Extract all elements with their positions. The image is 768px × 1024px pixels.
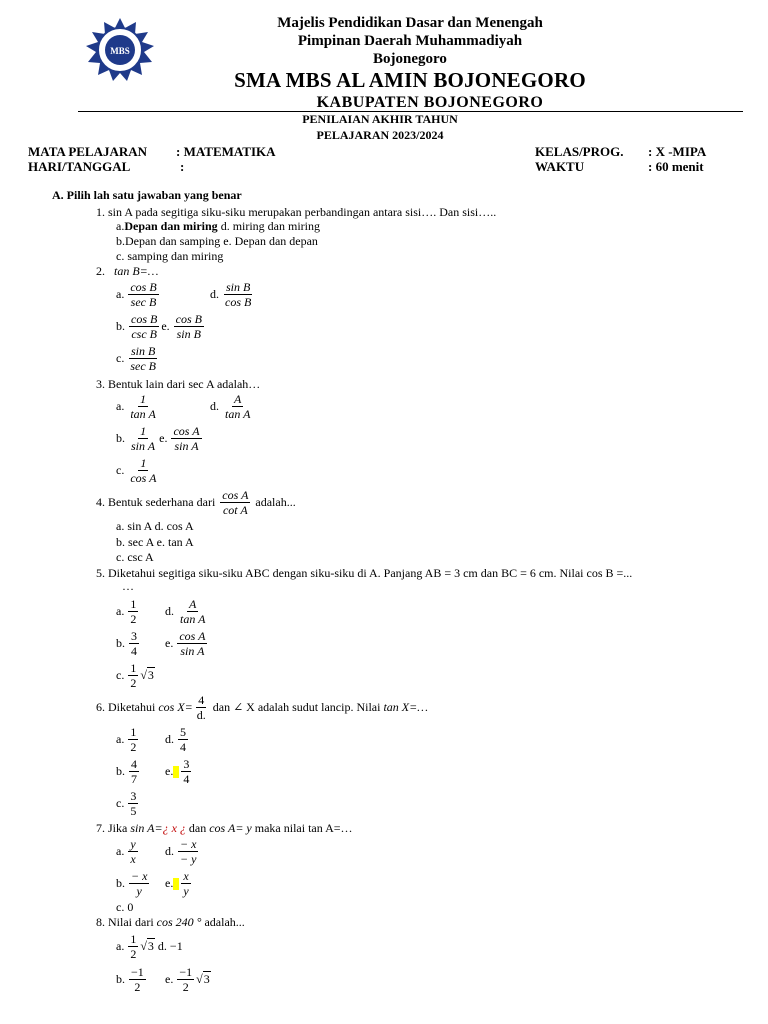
q5-option-b: b. $\frac{3}{4}$ bbox=[116, 629, 137, 658]
question-7: 7. Jika sin A=¿ x ¿ dan cos A= y maka nilai tan A=… bbox=[96, 821, 353, 835]
q6-option-b: b. $\frac{4}{7}$ bbox=[116, 757, 137, 786]
question-1: 1. sin A pada segitiga siku-siku merupakan perbandingan antara sisi…. Dan sisi….. bbox=[96, 205, 497, 219]
question-5: 5. Diketahui segitiga siku-siku ABC dengan siku-siku di A. Panjang AB = 3 cm dan BC = 6 cm. Nilai cos B =... bbox=[96, 566, 633, 580]
q5-option-c: c. $\frac{1}{2}$ √3 bbox=[116, 661, 154, 690]
day-label: HARI/TANGGAL bbox=[28, 159, 131, 174]
q2-option-d: d. $\frac{\text{sin B}}{\text{cos B}}$ bbox=[210, 280, 252, 309]
q8-option-e: e. $\frac{-1}{2}$ √3 bbox=[165, 965, 210, 994]
subject-label: MATA PELAJARAN bbox=[28, 144, 148, 159]
q2-option-b-e: b. $\frac{\text{cos B}}{\text{csc B}}$ e. $\frac{\text{cos B}}{\text{sin B}}$ bbox=[116, 312, 202, 341]
question-2: 2. tan B=… bbox=[96, 264, 159, 278]
q8-option-b: b. $\frac{-1}{2}$ bbox=[116, 965, 144, 994]
school-name: SMA MBS AL AMIN BOJONEGORO bbox=[234, 68, 586, 92]
time-value: : 60 menit bbox=[648, 159, 704, 174]
q4-option-b-e: b. sec A e. tan A bbox=[116, 535, 194, 549]
q4-option-c: c. csc A bbox=[116, 550, 154, 564]
question-6: 6. Diketahui cos X= $\frac{4}{d.}$ dan ∠ X adalah sudut lancip. Nilai tan X=… bbox=[96, 693, 428, 722]
section-title: A. Pilih lah satu jawaban yang benar bbox=[52, 188, 242, 202]
school-logo bbox=[78, 18, 162, 82]
svg-text:MBS: MBS bbox=[110, 46, 130, 56]
q6-option-a: a. $\frac{1}{2}$ bbox=[116, 725, 137, 754]
question-4: 4. Bentuk sederhana dari $\frac{\text{cos A}}{\text{cot A}}$ adalah... bbox=[96, 488, 296, 517]
q8-option-a-d: a. $\frac{1}{2}$ √3 d. −1 bbox=[116, 932, 183, 961]
question-3: 3. Bentuk lain dari sec A adalah… bbox=[96, 377, 261, 391]
q1-option-a-d: a.Depan dan miring d. miring dan miring bbox=[116, 219, 321, 233]
logo-emblem-icon bbox=[78, 18, 162, 82]
class-label: KELAS/PROG. bbox=[535, 144, 624, 159]
q1-option-c: c. samping dan miring bbox=[116, 249, 224, 263]
time-label: WAKTU bbox=[535, 159, 585, 174]
q2-option-c: c. $\frac{\text{sin B}}{\text{sec B}}$ bbox=[116, 344, 156, 373]
question-5-continuation: … bbox=[122, 579, 134, 593]
q4-option-a-d: a. sin A d. cos A bbox=[116, 519, 194, 533]
regency-name: KABUPATEN BOJONEGORO bbox=[316, 94, 544, 111]
q7-option-c: c. 0 bbox=[116, 900, 134, 914]
q1-option-b-e: b.Depan dan samping e. Depan dan depan bbox=[116, 234, 318, 248]
q5-option-d: d. $\frac{A}{\text{tan A}}$ bbox=[165, 597, 206, 626]
q7-option-e: e. $\frac{x}{y}$ bbox=[165, 869, 189, 898]
q3-option-b-e: b. $\frac{1}{\text{sin A}}$ e. $\frac{\text{cos A}}{\text{sin A}}$ bbox=[116, 424, 200, 453]
highlight-mark bbox=[173, 878, 179, 890]
q5-option-a: a. $\frac{1}{2}$ bbox=[116, 597, 137, 626]
highlight-mark bbox=[173, 766, 179, 778]
q7-option-a: a. $\frac{y}{x}$ bbox=[116, 837, 136, 866]
q3-option-a: a. $\frac{1}{\text{tan A}}$ bbox=[116, 392, 156, 421]
header-line1: Majelis Pendidikan Dasar dan Menengah bbox=[277, 15, 543, 31]
question-8: 8. Nilai dari cos 240 ° adalah... bbox=[96, 915, 245, 929]
q7-option-b: b. $\frac{- x}{y}$ bbox=[116, 869, 148, 898]
q3-option-c: c. $\frac{1}{\text{cos A}}$ bbox=[116, 456, 157, 485]
subject-value: : MATEMATIKA bbox=[176, 144, 276, 159]
q3-option-d: d. $\frac{A}{\text{tan A}}$ bbox=[210, 392, 251, 421]
exam-title: PENILAIAN AKHIR TAHUN bbox=[302, 112, 458, 126]
day-value: : bbox=[180, 159, 185, 174]
q6-option-d: d. $\frac{5}{4}$ bbox=[165, 725, 186, 754]
header-line3: Bojonegoro bbox=[373, 51, 447, 67]
q7-option-d: d. $\frac{- x}{- y}$ bbox=[165, 837, 197, 866]
q6-option-e: e. $\frac{3}{4}$ bbox=[165, 757, 190, 786]
exam-year: PELAJARAN 2023/2024 bbox=[316, 128, 444, 142]
q6-option-c: c. $\frac{3}{5}$ bbox=[116, 789, 137, 818]
class-value: : X -MIPA bbox=[648, 144, 707, 159]
q2-option-a: a. $\frac{\text{cos B}}{\text{sec B}}$ bbox=[116, 280, 157, 309]
q5-option-e: e. $\frac{\text{cos A}}{\text{sin A}}$ bbox=[165, 629, 206, 658]
header-line2: Pimpinan Daerah Muhammadiyah bbox=[297, 33, 523, 49]
